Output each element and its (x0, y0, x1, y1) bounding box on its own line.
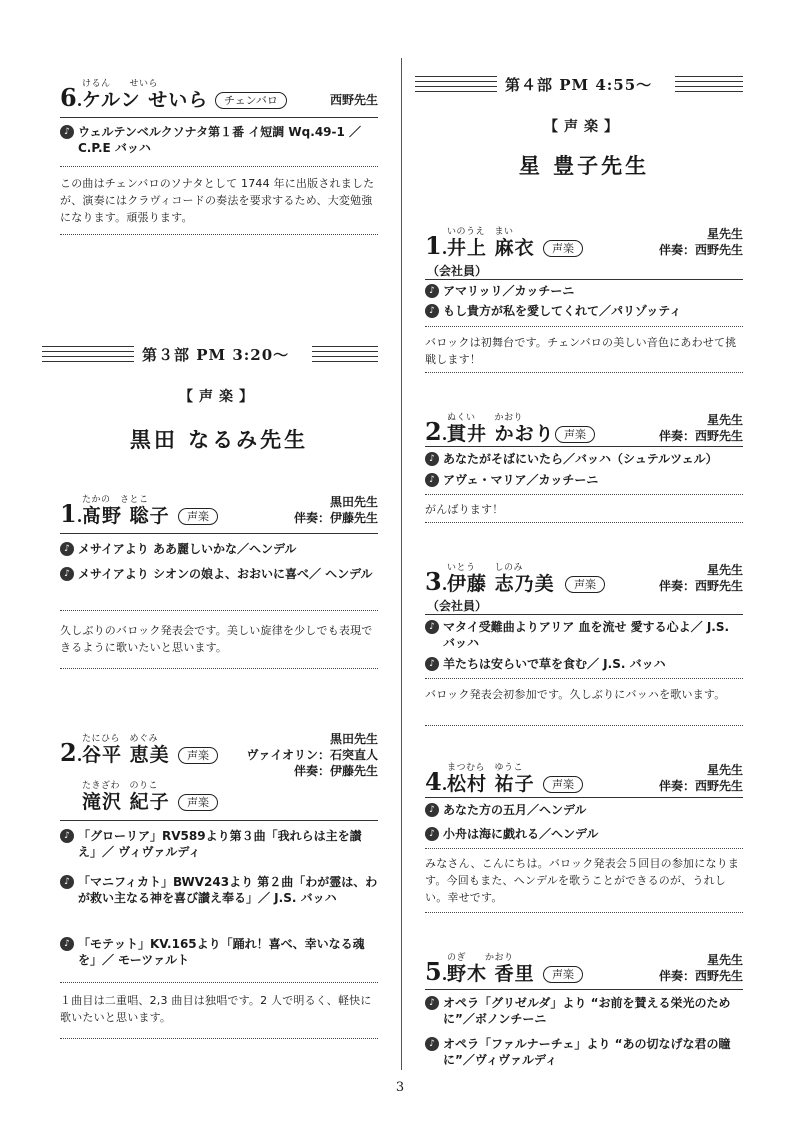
dotted-divider (425, 912, 743, 913)
piece-item: ♪ マタイ受難曲よりアリア 血を流せ 愛する心よ／ J.S. バッハ (425, 619, 743, 651)
dotted-divider (425, 522, 743, 523)
accompanist: 伴奏：西野先生 (658, 429, 743, 443)
teacher-name: 星先生 (706, 953, 743, 967)
performer-name-block (447, 228, 535, 258)
teacher-block (659, 562, 743, 594)
music-note-icon: ♪ (425, 996, 439, 1010)
performer-name: 髙野 聡子 (82, 505, 170, 527)
performer-name: 松村 祐子 (447, 773, 535, 795)
music-note-icon: ♪ (60, 567, 74, 581)
section-title: 【声楽】 (544, 119, 624, 135)
instrument-badge: 声楽 (178, 747, 218, 764)
performer-name-block (82, 735, 170, 765)
accompanist: 伴奏：伊藤先生 (293, 511, 378, 525)
entry-2-second-performer (60, 776, 378, 812)
performer-name: 伊藤 志乃美 (447, 573, 555, 595)
entry-number: 2. (60, 738, 83, 767)
music-note-icon: ♪ (60, 829, 74, 843)
teacher-name: 西野先生 (329, 93, 378, 107)
piece-item: ♪ オペラ「ファルナーチェ」より “あの切なげな君の瞳に”／ヴィヴァルディ (425, 1036, 743, 1068)
instrument-badge: 声楽 (178, 794, 218, 811)
performer-name: ケルン せいら (82, 89, 209, 111)
performer-comment: バロックは初舞台です。チェンバロの美しい音色にあわせて挑戦します！ (425, 336, 737, 366)
entry-4-header (425, 758, 743, 794)
teacher-block (659, 412, 743, 444)
entry-3-header (425, 558, 743, 594)
name-reading: たにひら めぐみ (82, 734, 159, 744)
divider (60, 533, 378, 534)
performer-name-block (82, 80, 208, 110)
divider (425, 614, 743, 615)
banner-bars-left (42, 346, 134, 364)
piece-item: ♪ アヴェ・マリア／カッチーニ (425, 472, 743, 488)
accompanist: 伴奏：伊藤先生 (293, 764, 378, 778)
dotted-divider (425, 326, 743, 327)
piece-item: ♪ オペラ「グリゼルダ」より “お前を賛える栄光のために”／ボノンチーニ (425, 995, 743, 1027)
teacher-name: 星先生 (706, 413, 743, 427)
section-teacher: 黒田 なるみ先生 (129, 427, 309, 452)
name-reading: のぎ かおり (447, 953, 514, 963)
performer-comment: バロック発表会初参加です。久しぶりにバッハを歌います。 (425, 688, 726, 701)
performer-name-block (447, 764, 535, 794)
entry-number: 6. (60, 83, 83, 112)
name-reading: いとう しのみ (447, 563, 524, 573)
music-note-icon: ♪ (425, 304, 439, 318)
teacher-name: 星先生 (706, 763, 743, 777)
dotted-divider (425, 725, 743, 726)
piece-item: ♪ 「モテット」KV.165より「踊れ！喜べ、幸いなる魂を」／ モーツァルト (60, 936, 378, 968)
divider (60, 117, 378, 118)
instrument-badge: チェンバロ (215, 92, 287, 109)
name-reading: まつむら ゆうこ (447, 763, 524, 773)
performer-name-block (82, 496, 170, 526)
teacher-name: 黒田先生 (329, 495, 378, 509)
performer-comment: がんばります！ (425, 503, 504, 516)
performer-comment: １曲目は二重唱、2,3 曲目は独唱です。2 人で明るく、軽快に歌いたいと思います。 (60, 994, 372, 1024)
music-note-icon: ♪ (60, 542, 74, 556)
dotted-divider (60, 166, 378, 167)
piece-item: ♪ ウェルテンベルクソナタ第１番 イ短調 Wq.49-1 ／ C.P.E バッハ (60, 124, 378, 156)
entry-2-header (60, 729, 378, 778)
banner-bars-right (312, 346, 378, 364)
part-label: 第３部 PM 3:20～ (142, 346, 290, 364)
performer-name: 貫井 かおり (447, 423, 555, 445)
performer-name: 谷平 恵美 (82, 744, 170, 766)
teacher-block (659, 762, 743, 794)
music-note-icon: ♪ (425, 657, 439, 671)
piece-item: ♪ アマリッリ／カッチーニ (425, 283, 743, 299)
entry-number: 1. (425, 231, 448, 260)
teacher-block (659, 226, 743, 258)
entry-number: 1. (60, 499, 83, 528)
performer-name: 野木 香里 (447, 963, 535, 985)
music-note-icon: ♪ (425, 452, 439, 466)
name-reading: たきざわ のりこ (82, 781, 159, 791)
name-reading: ぬくい かおり (447, 413, 524, 423)
section-title: 【声楽】 (179, 389, 259, 405)
violinist: ヴァイオリン：石突直人 (246, 748, 378, 762)
music-note-icon: ♪ (425, 284, 439, 298)
entry-6-header (60, 74, 378, 110)
entry-number: 5. (425, 957, 448, 986)
dotted-divider (60, 610, 378, 611)
dotted-divider (60, 982, 378, 983)
teacher-block (246, 731, 378, 779)
music-note-icon: ♪ (425, 473, 439, 487)
performer-name-block (447, 564, 555, 594)
performer-name-block (447, 414, 555, 444)
divider (425, 279, 743, 280)
instrument-badge: 声楽 (178, 508, 218, 525)
dotted-divider (425, 494, 743, 495)
teacher-name: 黒田先生 (329, 732, 378, 746)
dotted-divider (60, 668, 378, 669)
page-number: 3 (395, 1080, 405, 1095)
entry-number: 2. (425, 417, 448, 446)
teacher-block (294, 494, 378, 526)
music-note-icon: ♪ (425, 803, 439, 817)
entry-1-header (425, 222, 743, 258)
instrument-badge: 声楽 (543, 776, 583, 793)
performer-name: 井上 麻衣 (447, 237, 535, 259)
teacher-name: 星先生 (706, 227, 743, 241)
instrument-badge: 声楽 (565, 576, 605, 593)
dotted-divider (425, 848, 743, 849)
music-note-icon: ♪ (425, 827, 439, 841)
piece-item: ♪ 小舟は海に戯れる／ヘンデル (425, 826, 743, 842)
music-note-icon: ♪ (425, 620, 439, 634)
music-note-icon: ♪ (60, 937, 74, 951)
piece-item: ♪ もし貴方が私を愛してくれて／パリゾッティ (425, 303, 743, 319)
affiliation: （会社員） (427, 599, 488, 613)
music-note-icon: ♪ (60, 875, 74, 889)
dotted-divider (60, 234, 378, 235)
banner-bars-left (415, 76, 497, 94)
piece-item: ♪ 「グローリア」RV589より第３曲「我れらは主を讃え」／ ヴィヴァルディ (60, 828, 378, 860)
performer-comment: みなさん、こんにちは。バロック発表会５回目の参加になります。今回もまた、ヘンデルを歌うことができるのが、うれしい。幸せです。 (425, 857, 740, 904)
piece-item: ♪ 「マニフィカト」BWV243より 第２曲「わが霊は、わが救い主なる神を喜び讃え奉る」／ J.S. バッハ (60, 874, 378, 906)
entry-1-header (60, 490, 378, 526)
performer-name-block (447, 954, 535, 984)
name-reading: たかの さとこ (82, 495, 149, 505)
instrument-badge: 声楽 (543, 966, 583, 983)
piece-item: ♪ 羊たちは安らいで草を食む／ J.S. バッハ (425, 656, 743, 672)
performer-name-block (82, 782, 170, 812)
music-note-icon: ♪ (60, 125, 74, 139)
affiliation: （会社員） (427, 264, 488, 278)
accompanist: 伴奏：西野先生 (658, 779, 743, 793)
entry-number: 3. (425, 567, 448, 596)
entry-5-header (425, 948, 743, 984)
accompanist: 伴奏：西野先生 (658, 579, 743, 593)
dotted-divider (425, 678, 743, 679)
part-4-banner (425, 72, 743, 98)
instrument-badge: 声楽 (543, 240, 583, 257)
section-teacher: 星 豊子先生 (518, 153, 650, 178)
instrument-badge: 声楽 (555, 426, 595, 443)
name-reading: いのうえ まい (447, 227, 514, 237)
name-reading: けるん せいら (82, 79, 159, 89)
teacher-name: 星先生 (706, 563, 743, 577)
divider (425, 446, 743, 447)
entry-2-header (425, 408, 743, 444)
piece-item: ♪ あなたがそばにいたら／バッハ（シュテルツェル） (425, 451, 743, 467)
performer-comment: 久しぶりのバロック発表会です。美しい旋律を少しでも表現できるように歌いたいと思います。 (60, 624, 373, 654)
divider (425, 797, 743, 798)
divider (60, 820, 378, 821)
dotted-divider (425, 372, 743, 373)
performer-comment: この曲はチェンバロのソナタとして 1744 年に出版されましたが、演奏にはクラヴィコードの奏法を要求するため、大変勉強になります。頑張ります。 (60, 177, 375, 224)
piece-item: ♪ あなた方の五月／ヘンデル (425, 802, 743, 818)
divider (425, 989, 743, 990)
column-divider (401, 58, 402, 1070)
performer-name: 滝沢 紀子 (82, 791, 170, 813)
music-note-icon: ♪ (425, 1037, 439, 1051)
part-3-banner (60, 342, 378, 368)
accompanist: 伴奏：西野先生 (658, 243, 743, 257)
accompanist: 伴奏：西野先生 (658, 969, 743, 983)
piece-item: ♪ メサイアより シオンの娘よ、おおいに喜べ／ ヘンデル (60, 566, 378, 582)
entry-number: 4. (425, 767, 448, 796)
banner-bars-right (675, 76, 743, 94)
piece-item: ♪ メサイアより ああ麗しいかな／ヘンデル (60, 541, 378, 557)
teacher-block (659, 952, 743, 984)
dotted-divider (60, 1038, 378, 1039)
part-label: 第４部 PM 4:55～ (505, 76, 653, 94)
